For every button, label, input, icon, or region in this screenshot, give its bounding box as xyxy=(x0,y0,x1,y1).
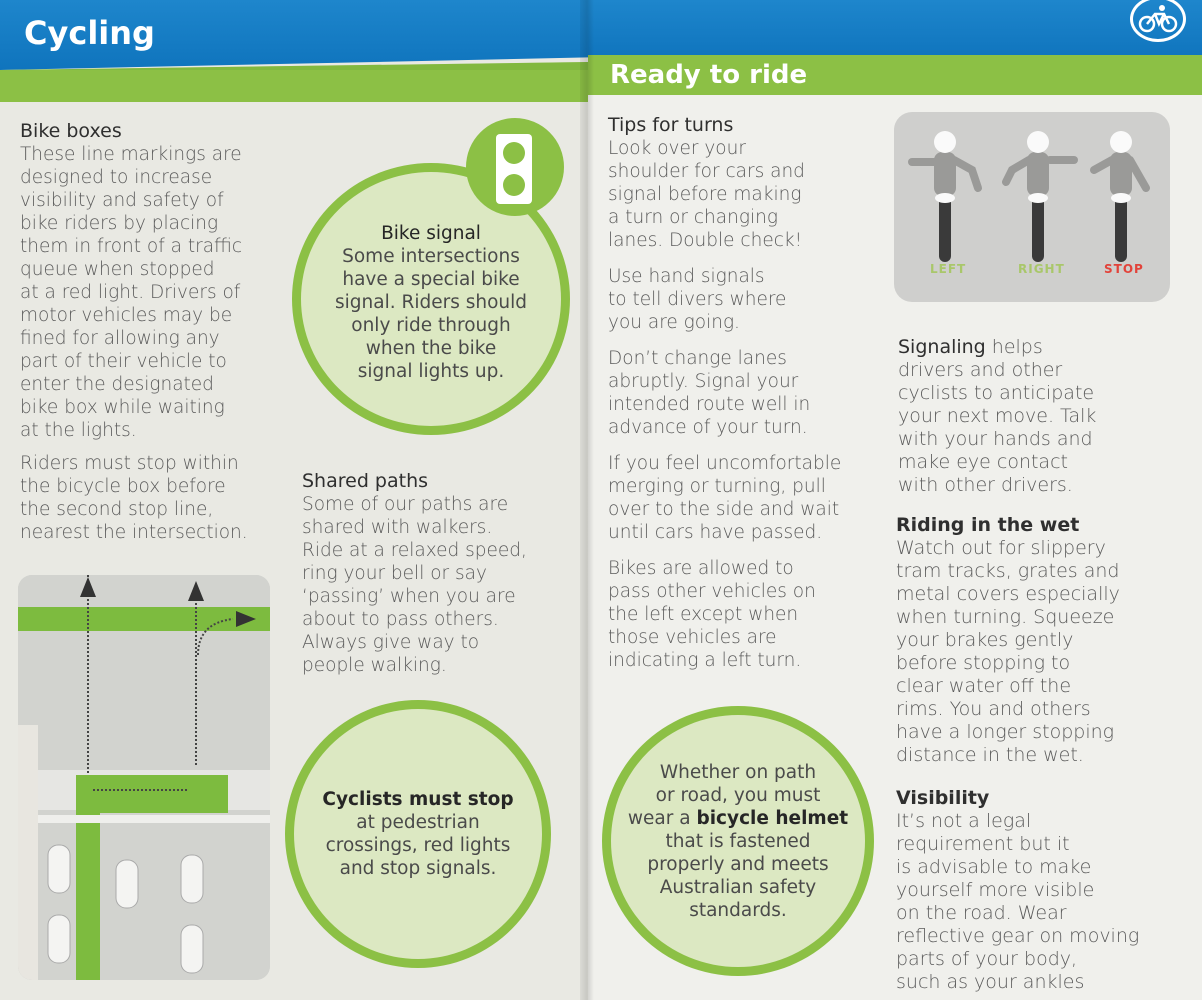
text-line: or road, you must xyxy=(655,784,821,806)
text-line: Some of our paths are xyxy=(302,494,509,515)
text-line: at pedestrian xyxy=(356,812,480,833)
visibility-text xyxy=(896,810,1190,994)
text-line: when turning. Squeeze xyxy=(896,606,1115,628)
helmet-text-pre xyxy=(611,761,865,807)
text-line: Riders must stop within xyxy=(20,453,239,474)
text-line: Ride at a relaxed speed, xyxy=(302,540,527,561)
text-line: you are going. xyxy=(608,312,740,333)
text-line: abruptly. Signal your xyxy=(608,371,799,392)
text-line: only ride through xyxy=(351,314,511,336)
text-line: drivers and other xyxy=(898,359,1063,381)
tips-section xyxy=(608,114,878,672)
text-line: Whether on path xyxy=(659,761,817,783)
text-line: It’s not a legal xyxy=(896,810,1032,832)
text-line: If you feel uncomfortable xyxy=(608,453,842,474)
text-line: on the road. Wear xyxy=(896,902,1067,924)
text-line: indicating a left turn. xyxy=(608,650,802,671)
tips-p4 xyxy=(608,452,878,544)
text-line: Bikes are allowed to xyxy=(608,558,794,579)
text-line: pass other vehicles on xyxy=(608,581,816,602)
text-line: ‘passing’ when you are xyxy=(302,586,516,607)
text-line: signal lights up. xyxy=(357,360,505,382)
hand-label-left: LEFT xyxy=(930,262,967,276)
text-line: Use hand signals xyxy=(608,266,765,287)
text-line: rims. You and others xyxy=(896,698,1091,720)
text-line: ring your bell or say xyxy=(302,563,487,584)
wet-heading: Riding in the wet xyxy=(896,514,1080,536)
text-line: bike riders by placing xyxy=(20,213,219,234)
bike-boxes-text-2 xyxy=(20,452,275,544)
helmet-line: wear a bicycle helmet xyxy=(627,807,849,829)
signaling-bold: Signaling xyxy=(898,336,986,358)
text-line: clear water off the xyxy=(896,675,1072,697)
bike-boxes-heading: Bike boxes xyxy=(20,120,122,142)
text-line: with your hands and xyxy=(898,428,1093,450)
text-line: have a special bike xyxy=(342,268,520,290)
signaling-text xyxy=(898,359,1188,497)
text-line: lanes. Double check! xyxy=(608,230,802,251)
text-line: people walking. xyxy=(302,655,447,676)
text-line: those vehicles are xyxy=(608,627,777,648)
text-line: when the bike xyxy=(365,337,497,359)
text-line: visibility and safety of xyxy=(20,190,224,211)
hand-label-stop: STOP xyxy=(1104,262,1144,276)
page-fold xyxy=(580,0,594,1000)
shared-paths-text xyxy=(302,493,562,677)
text-line: before stopping to xyxy=(896,652,1071,674)
text-line: the second stop line, xyxy=(20,499,214,520)
text-line: Always give way to xyxy=(302,632,480,653)
header-blue-band-right xyxy=(588,0,1202,60)
text-line: intended route well in xyxy=(608,394,811,415)
text-line: bike box while waiting xyxy=(20,397,225,418)
text-line: requirement but it xyxy=(896,833,1070,855)
text-line: such as your ankles xyxy=(896,971,1085,993)
text-line: Australian safety xyxy=(659,876,817,898)
text-line: with other drivers. xyxy=(898,474,1073,496)
text-line: designed to increase xyxy=(20,167,213,188)
shared-paths-heading: Shared paths xyxy=(302,470,429,492)
text-line: your brakes gently xyxy=(896,629,1074,651)
text-line: distance in the wet. xyxy=(896,744,1084,766)
cyclists-must-stop-circle xyxy=(285,700,551,968)
tips-p2 xyxy=(608,265,878,334)
page-title-ready-to-ride: Ready to ride xyxy=(610,60,808,90)
visibility-heading: Visibility xyxy=(896,787,990,809)
cyclists-stop-heading: Cyclists must stop xyxy=(322,789,514,810)
text-line: reflective gear on moving xyxy=(896,925,1140,947)
bike-boxes-text xyxy=(20,143,275,442)
tips-heading: Tips for turns xyxy=(608,114,734,136)
text-line: fined for allowing any xyxy=(20,328,220,349)
text-line: that is fastened xyxy=(665,830,811,852)
text-line: Look over your xyxy=(608,138,746,159)
text-line: Don’t change lanes xyxy=(608,348,787,369)
text-line: a turn or changing xyxy=(608,207,778,228)
text-line: shared with walkers. xyxy=(302,517,493,538)
shared-paths-section xyxy=(302,470,562,677)
text-line: have a longer stopping xyxy=(896,721,1115,743)
text-line: make eye contact xyxy=(898,451,1068,473)
right-page xyxy=(588,0,1202,1000)
text-line: queue when stopped xyxy=(20,259,215,280)
helmet-bold: bicycle helmet xyxy=(696,807,849,829)
text-line: them in front of a traffic xyxy=(20,236,243,257)
text-line: is advisable to make xyxy=(896,856,1092,878)
text-line: nearest the intersection. xyxy=(20,522,248,543)
text-line: until cars have passed. xyxy=(608,522,823,543)
text-line: properly and meets xyxy=(647,853,829,875)
text-line: signal. Riders should xyxy=(334,291,528,313)
text-line: the bicycle box before xyxy=(20,476,226,497)
text-line: motor vehicles may be xyxy=(20,305,233,326)
text-line: advance of your turn. xyxy=(608,417,808,438)
bike-signal-heading: Bike signal xyxy=(381,222,481,244)
text-line: merging or turning, pull xyxy=(608,476,826,497)
text-line: parts of your body, xyxy=(896,948,1078,970)
text-line: at the lights. xyxy=(20,420,137,441)
hand-label-right: RIGHT xyxy=(1018,262,1065,276)
text-line: signal before making xyxy=(608,184,802,205)
hand-signals-illustration xyxy=(894,112,1170,302)
bike-signal-text xyxy=(301,245,561,383)
text-line: Watch out for slippery xyxy=(896,537,1106,559)
text-line: These line markings are xyxy=(20,144,242,165)
text-line: to tell divers where xyxy=(608,289,787,310)
text-line: over to the side and wait xyxy=(608,499,840,520)
text-line: your next move. Talk xyxy=(898,405,1097,427)
text-line: and stop signals. xyxy=(339,858,497,879)
text-line: crossings, red lights xyxy=(325,835,511,856)
text-line: shoulder for cars and xyxy=(608,161,805,182)
text-line: tram tracks, grates and xyxy=(896,560,1120,582)
tips-p1 xyxy=(608,137,878,252)
wet-section xyxy=(896,514,1186,767)
wet-text xyxy=(896,537,1186,767)
tips-p3 xyxy=(608,347,878,439)
bike-boxes-section xyxy=(20,120,275,544)
tips-p5 xyxy=(608,557,878,672)
text-line: Some intersections xyxy=(342,245,520,267)
text-line: enter the designated xyxy=(20,374,214,395)
text-line: the left except when xyxy=(608,604,799,625)
text-line: yourself more visible xyxy=(896,879,1095,901)
visibility-section xyxy=(896,787,1190,994)
helmet-text-post xyxy=(611,830,865,922)
text-line: part of their vehicle to xyxy=(20,351,227,372)
left-page xyxy=(0,0,588,1000)
text-line: metal covers especially xyxy=(896,583,1120,605)
signaling-section: Signaling helps drivers and other cyclists to anticipate your next move. Talk with your hands and make eye contact with other drivers. xyxy=(898,336,1188,497)
text-line: standards. xyxy=(689,899,787,921)
text-line: about to pass others. xyxy=(302,609,499,630)
bike-box-intersection-diagram xyxy=(18,575,270,980)
page-title-cycling: Cycling xyxy=(24,14,155,52)
bike-traffic-signal-icon xyxy=(466,118,564,216)
helmet-circle xyxy=(602,706,874,976)
text-line: cyclists to anticipate xyxy=(898,382,1095,404)
text-line: at a red light. Drivers of xyxy=(20,282,241,303)
cyclists-stop-text xyxy=(294,811,542,880)
